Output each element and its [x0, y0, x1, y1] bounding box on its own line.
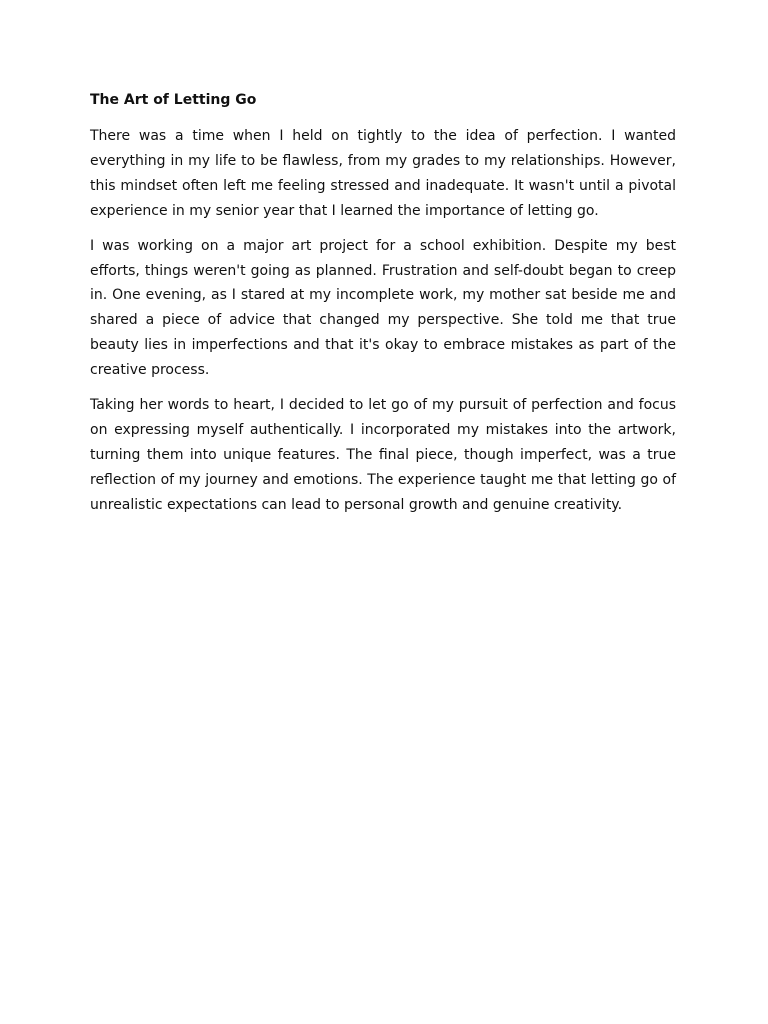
- document-body: [90, 89, 676, 528]
- paragraph-2: I was working on a major art project for a school exhibition. Despite my best efforts, things weren't going as planned. Frustration and self-doubt began to creep in. One evening, as I stared at my incomplete work, my mother sat beside me and shared a piece of advice that changed my perspective. She told me that true beauty lies in imperfections and that it's okay to embrace mistakes as part of the creative process.: [90, 237, 676, 379]
- document-title: The Art of Letting Go: [90, 92, 257, 108]
- paragraph-3: Taking her words to heart, I decided to let go of my pursuit of perfection and focus on expressing myself authentically. I incorporated my mistakes into the artwork, turning them into unique features. The final piece, though imperfect, was a true reflection of my journey and emotions. The experience taught me that letting go of unrealistic expectations can lead to personal growth and genuine creativity.: [90, 397, 676, 513]
- paragraph-1: There was a time when I held on tightly to the idea of perfection. I wanted everything in my life to be flawless, from my grades to my relationships. However, this mindset often left me feeling stressed and inadequate. It wasn't until a pivotal experience in my senior year that I learned the importance of letting go.: [90, 128, 676, 219]
